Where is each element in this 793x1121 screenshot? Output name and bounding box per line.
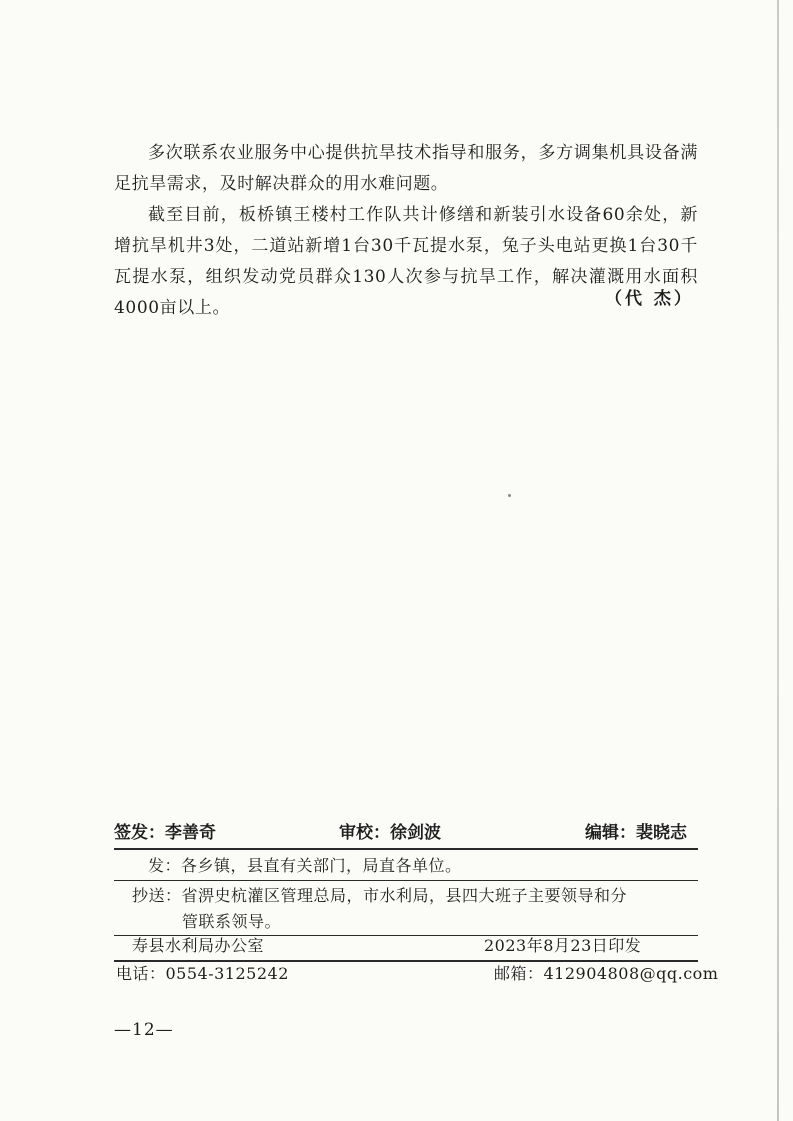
print-date: 2023年8月23日印发 (484, 936, 642, 955)
page-edge (777, 0, 779, 1121)
issuer-label: 签发：李善奇 (114, 823, 216, 843)
body-paragraph-2: 截至目前，板桥镇王楼村工作队共计修缮和新装引水设备60余处，新增抗旱机井3处，二道站新增1台30千瓦提水泵，兔子头电站更换1台30千瓦提水泵，组织发动党员群众130人次参与抗旱工作，解决灌溉用水面积4000亩以上。 (114, 205, 698, 318)
cc-line-2: 管联系领导。 (182, 912, 282, 931)
body-paragraph-1: 多次联系农业服务中心提供抗旱技术指导和服务，多方调集机具设备满足抗旱需求，及时解决群众的用水难问题。 (114, 143, 698, 194)
scan-speck (508, 494, 511, 497)
author-credit: （代 杰） (605, 289, 694, 309)
email-line: 邮箱：412904808@qq.com (494, 964, 719, 983)
page-number: —12— (114, 1020, 174, 1040)
office-name: 寿县水利局办公室 (132, 936, 265, 955)
send-rule (114, 880, 698, 881)
reviewer-label: 审校：徐剑波 (339, 823, 441, 843)
editor-label: 编辑：裴晓志 (585, 823, 687, 843)
signoff-rule (114, 848, 698, 850)
send-to-line: 发：各乡镇，县直有关部门，局直各单位。 (148, 856, 462, 875)
signoff-row (114, 818, 698, 848)
cc-line-1: 抄送：省淠史杭灌区管理总局，市水利局，县四大班子主要领导和分 (132, 886, 628, 905)
phone-line: 电话：0554-3125242 (116, 964, 289, 983)
